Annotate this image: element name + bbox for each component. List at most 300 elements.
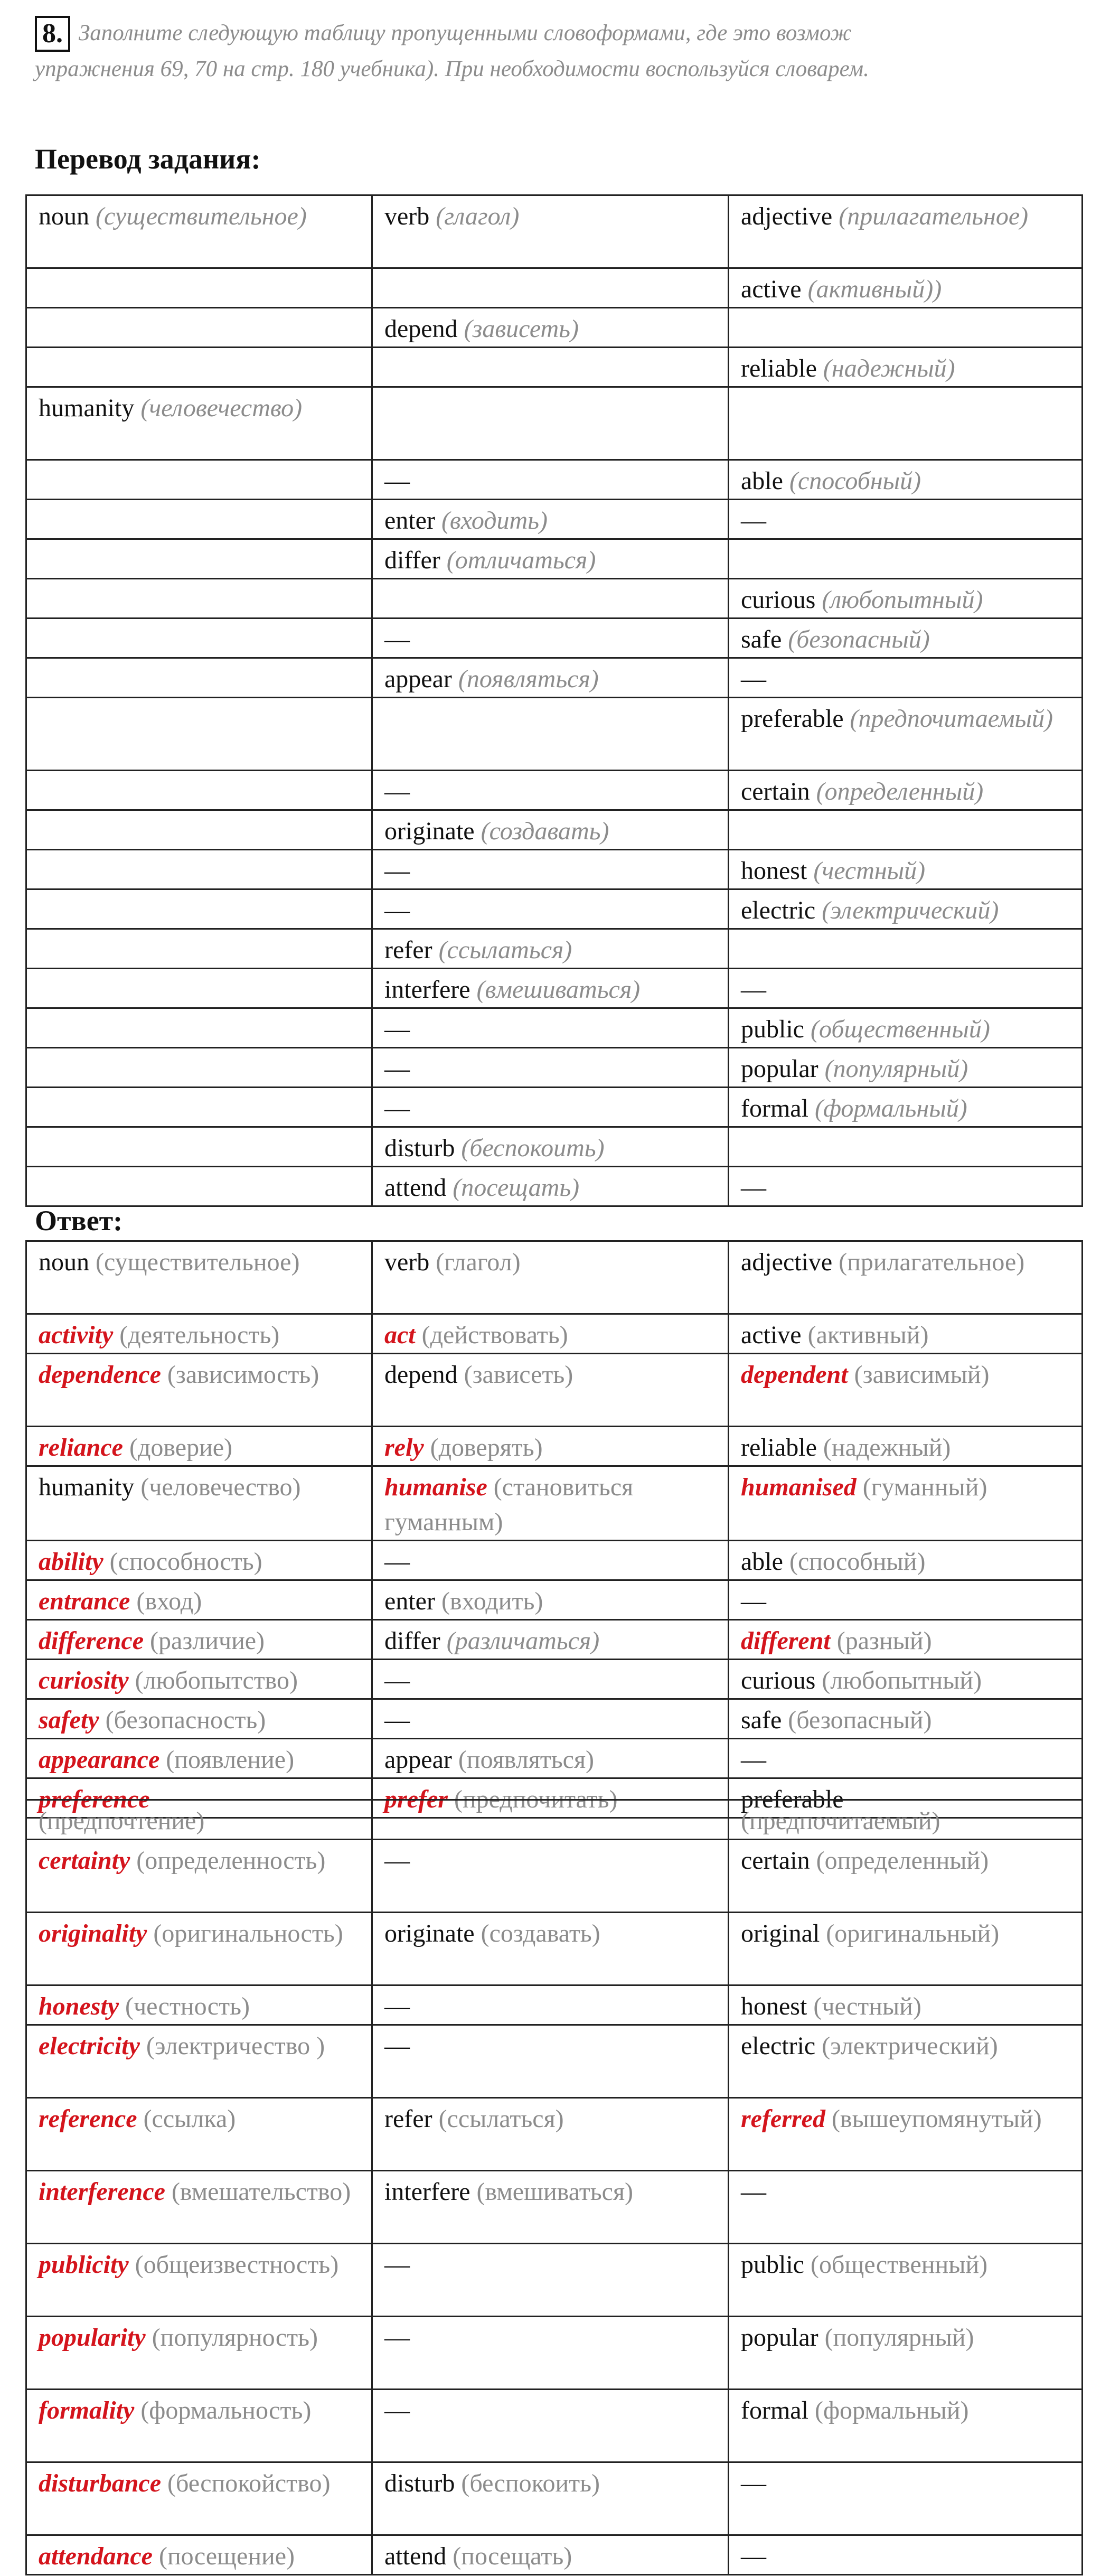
cell-word: reliable: [741, 1434, 817, 1462]
table-row: [26, 1620, 1083, 1660]
table-row: [26, 658, 1083, 698]
cell-translation: (ссылка): [143, 2105, 236, 2133]
cell-word: active: [741, 1321, 802, 1349]
table-row: [26, 850, 1083, 889]
table-row: [26, 268, 1083, 308]
table-cell: [26, 1541, 372, 1580]
table-cell: [729, 810, 1083, 850]
table-row: [26, 1913, 1083, 1985]
cell-word: —: [384, 1094, 410, 1122]
cell-translation: (любопытство): [135, 1666, 298, 1694]
table-cell: [26, 1699, 372, 1739]
table-cell: [729, 698, 1083, 771]
cell-word: prefer: [384, 1785, 448, 1813]
cell-word: originate: [384, 1919, 475, 1947]
table-cell: [26, 1314, 372, 1354]
table-row: [26, 619, 1083, 658]
cell-word: reference: [39, 2105, 137, 2133]
table-cell: [372, 771, 729, 810]
cell-word: formality: [39, 2396, 135, 2424]
table-cell: [26, 1466, 372, 1541]
table-cell: [372, 1800, 729, 1840]
cell-word: refer: [384, 2105, 432, 2133]
table-row: [26, 1088, 1083, 1127]
table-cell: [26, 579, 372, 619]
cell-word: electricity: [39, 2032, 140, 2060]
cell-translation: (активный)): [807, 275, 942, 303]
cell-word: able: [741, 467, 783, 495]
table-cell: [729, 619, 1083, 658]
table-row: [26, 2462, 1083, 2535]
cell-word: originality: [39, 1919, 147, 1947]
cell-word: adjective: [741, 1248, 833, 1276]
table-cell: [729, 2462, 1083, 2535]
table-cell: [26, 1739, 372, 1778]
cell-word: humanity: [39, 394, 135, 422]
cell-word: interfere: [384, 2178, 470, 2206]
table-cell: [372, 969, 729, 1008]
cell-word: curious: [741, 586, 816, 614]
table-cell: [26, 500, 372, 539]
table-cell: [372, 579, 729, 619]
cell-word: curious: [741, 1666, 816, 1694]
cell-word: humanise: [384, 1473, 487, 1501]
cell-word: attend: [384, 1174, 447, 1202]
table-cell: [26, 268, 372, 308]
table-cell: [26, 1620, 372, 1660]
table-cell: [729, 2535, 1083, 2575]
cell-translation: (посещать): [453, 2542, 572, 2570]
cell-translation: (предпочитать): [454, 1785, 618, 1813]
table-row: [26, 1167, 1083, 1206]
table-cell: [372, 2244, 729, 2317]
table-cell: [26, 308, 372, 348]
cell-translation: (честный): [813, 1992, 921, 2020]
cell-translation: (посещать): [453, 1174, 580, 1202]
table-cell: [26, 2317, 372, 2390]
cell-translation: (отличаться): [446, 546, 596, 574]
cell-translation: (существительное): [96, 202, 307, 230]
table-cell: [26, 2098, 372, 2171]
cell-translation: (общеизвестность): [135, 2251, 339, 2279]
cell-translation: (зависимый): [854, 1361, 990, 1389]
table-cell: [26, 2535, 372, 2575]
cell-word: —: [384, 857, 410, 885]
cell-word: disturb: [384, 2469, 455, 2497]
table-cell: [372, 387, 729, 460]
cell-translation: (беспокоить): [461, 2469, 600, 2497]
cell-translation: (посещение): [158, 2542, 295, 2570]
table-row: [26, 1241, 1083, 1314]
table-cell: [372, 1985, 729, 2025]
table-cell: [729, 579, 1083, 619]
table-cell: [372, 2171, 729, 2244]
table-row: [26, 969, 1083, 1008]
table-row: [26, 810, 1083, 850]
cell-word: safe: [741, 1706, 782, 1734]
cell-word: —: [741, 2469, 766, 2497]
cell-translation: (становиться гуманным): [384, 1473, 634, 1536]
cell-word: —: [741, 1587, 766, 1615]
cell-word: original: [741, 1919, 820, 1947]
table-row: [26, 698, 1083, 771]
table-cell: [26, 1800, 372, 1840]
table-cell: [372, 1739, 729, 1778]
cell-word: —: [384, 1847, 410, 1875]
cell-translation: (различие): [150, 1627, 265, 1655]
table-row: [26, 1660, 1083, 1699]
cell-word: appear: [384, 1746, 452, 1774]
table-cell: [26, 1660, 372, 1699]
table-cell: [729, 1699, 1083, 1739]
table-row: [26, 2244, 1083, 2317]
table-cell: [26, 1985, 372, 2025]
table-cell: [26, 1167, 372, 1206]
cell-translation: (беспокоить): [461, 1134, 605, 1162]
table-cell: [729, 1008, 1083, 1048]
table-cell: [26, 698, 372, 771]
table-cell: [26, 387, 372, 460]
cell-translation: (действовать): [421, 1321, 568, 1349]
table-cell: [372, 1088, 729, 1127]
cell-word: preference: [39, 1785, 150, 1813]
table-row: [26, 1699, 1083, 1739]
table-cell: [372, 1466, 729, 1541]
cell-word: disturb: [384, 1134, 455, 1162]
cell-word: public: [741, 2251, 804, 2279]
table-row: [26, 1580, 1083, 1620]
table-row: [26, 1466, 1083, 1541]
cell-translation: (определенный): [816, 1847, 989, 1875]
cell-translation: (беспокойство): [167, 2469, 331, 2497]
cell-translation: (ссылаться): [438, 2105, 564, 2133]
cell-word: noun: [39, 1248, 89, 1276]
cell-word: differ: [384, 546, 440, 574]
cell-translation: (зависимость): [167, 1361, 319, 1389]
cell-translation: (безопасность): [105, 1706, 266, 1734]
table-cell: [729, 658, 1083, 698]
table-cell: [729, 1241, 1083, 1314]
cell-translation: (предпочитаемый): [741, 1807, 940, 1835]
table-cell: [729, 1660, 1083, 1699]
cell-word: interfere: [384, 976, 470, 1004]
cell-translation: (электрический): [822, 2032, 998, 2060]
cell-word: interference: [39, 2178, 165, 2206]
task-instruction-line-2: упражнения 69, 70 на стр. 180 учебника). При необходимости воспользуйся словарем.: [35, 57, 869, 81]
cell-word: enter: [384, 1587, 435, 1615]
table-cell: [729, 1088, 1083, 1127]
cell-word: —: [741, 976, 766, 1004]
cell-translation: (популярный): [824, 1055, 968, 1083]
table-cell: [729, 889, 1083, 929]
translation-title: Перевод задания:: [35, 143, 261, 175]
table-cell: [729, 1127, 1083, 1167]
cell-word: popular: [741, 1055, 818, 1083]
table-cell: [26, 2462, 372, 2535]
table-row: [26, 771, 1083, 810]
table-row: [26, 348, 1083, 387]
table-cell: [729, 1580, 1083, 1620]
table-row: [26, 579, 1083, 619]
table-row: [26, 2390, 1083, 2462]
cell-translation: (вышеупомянутый): [831, 2105, 1042, 2133]
cell-word: —: [384, 1666, 410, 1694]
cell-translation: (популярность): [152, 2324, 318, 2352]
cell-word: safe: [741, 625, 782, 653]
table-row: [26, 500, 1083, 539]
cell-word: public: [741, 1015, 804, 1043]
cell-translation: (формальность): [140, 2396, 312, 2424]
cell-word: differ: [384, 1627, 440, 1655]
cell-word: honest: [741, 857, 807, 885]
cell-word: difference: [39, 1627, 144, 1655]
cell-word: verb: [384, 1248, 430, 1276]
cell-translation: (вмешиваться): [476, 2178, 634, 2206]
cell-translation: (вход): [136, 1587, 202, 1615]
cell-word: attend: [384, 2542, 447, 2570]
table-cell: [729, 1620, 1083, 1660]
cell-translation: (появление): [166, 1746, 295, 1774]
cell-word: reliance: [39, 1434, 123, 1462]
cell-word: refer: [384, 936, 432, 964]
table-cell: [372, 658, 729, 698]
table-cell: [372, 539, 729, 579]
table-cell: [729, 2025, 1083, 2098]
table-row: [26, 929, 1083, 969]
cell-word: —: [741, 1746, 766, 1774]
cell-word: electric: [741, 2032, 816, 2060]
table-cell: [26, 2390, 372, 2462]
table-row: [26, 2535, 1083, 2575]
cell-word: —: [384, 1992, 410, 2020]
table-cell: [372, 500, 729, 539]
table-cell: [26, 348, 372, 387]
answer-table-part-2: [25, 1799, 1083, 2575]
cell-translation: (существительное): [96, 1248, 300, 1276]
table-cell: [26, 850, 372, 889]
table-cell: [372, 2025, 729, 2098]
cell-word: adjective: [741, 202, 833, 230]
cell-word: verb: [384, 202, 430, 230]
table-cell: [729, 500, 1083, 539]
cell-translation: (надежный): [823, 1434, 951, 1462]
table-cell: [372, 1580, 729, 1620]
cell-word: —: [384, 896, 410, 924]
table-row: [26, 1314, 1083, 1354]
table-cell: [372, 929, 729, 969]
table-row: [26, 1985, 1083, 2025]
table-row: [26, 387, 1083, 460]
cell-word: —: [384, 625, 410, 653]
cell-word: —: [384, 2032, 410, 2060]
cell-word: depend: [384, 1361, 458, 1389]
table-row: [26, 539, 1083, 579]
cell-translation: (доверие): [129, 1434, 233, 1462]
cell-word: —: [384, 1706, 410, 1734]
cell-word: —: [741, 2178, 766, 2206]
table-cell: [372, 1008, 729, 1048]
table-cell: [26, 1241, 372, 1314]
cell-word: formal: [741, 1094, 808, 1122]
table-cell: [372, 1620, 729, 1660]
table-cell: [372, 2317, 729, 2390]
cell-word: popular: [741, 2324, 818, 2352]
cell-word: —: [384, 1548, 410, 1576]
table-cell: [372, 348, 729, 387]
table-row: [26, 2025, 1083, 2098]
table-cell: [26, 969, 372, 1008]
table-cell: [729, 308, 1083, 348]
cell-word: honesty: [39, 1992, 119, 2020]
table-cell: [372, 308, 729, 348]
cell-translation: (формальный): [814, 1094, 967, 1122]
cell-word: —: [741, 665, 766, 693]
cell-word: —: [384, 467, 410, 495]
cell-translation: (ссылаться): [438, 936, 572, 964]
cell-word: preferable: [741, 1785, 844, 1813]
cell-word: certainty: [39, 1847, 130, 1875]
cell-word: —: [384, 778, 410, 805]
cell-word: enter: [384, 507, 435, 535]
table-cell: [26, 2244, 372, 2317]
table-cell: [26, 1913, 372, 1985]
cell-word: entrance: [39, 1587, 130, 1615]
table-cell: [372, 1660, 729, 1699]
cell-word: curiosity: [39, 1666, 129, 1694]
table-cell: [372, 850, 729, 889]
cell-word: appear: [384, 665, 452, 693]
cell-word: referred: [741, 2105, 825, 2133]
cell-word: depend: [384, 315, 458, 343]
cell-translation: (безопасный): [788, 625, 930, 653]
cell-translation: (определенность): [136, 1847, 326, 1875]
table-cell: [372, 2462, 729, 2535]
table-cell: [26, 810, 372, 850]
cell-word: dependence: [39, 1361, 161, 1389]
table-cell: [729, 2171, 1083, 2244]
cell-translation: (доверять): [430, 1434, 543, 1462]
table-row: [26, 889, 1083, 929]
table-cell: [26, 889, 372, 929]
cell-translation: (гуманный): [862, 1473, 987, 1501]
table-cell: [26, 1580, 372, 1620]
cell-translation: (входить): [441, 507, 548, 535]
cell-translation: (общественный): [810, 2251, 988, 2279]
table-cell: [729, 460, 1083, 500]
cell-word: humanity: [39, 1473, 135, 1501]
table-cell: [26, 1840, 372, 1913]
table-cell: [372, 1840, 729, 1913]
cell-translation: (предпочтение): [39, 1807, 205, 1835]
table-cell: [729, 1913, 1083, 1985]
cell-translation: (предпочитаемый): [850, 705, 1053, 733]
table-cell: [729, 2098, 1083, 2171]
table-cell: [729, 1466, 1083, 1541]
table-cell: [729, 2244, 1083, 2317]
table-cell: [372, 2390, 729, 2462]
table-cell: [372, 889, 729, 929]
cell-word: disturbance: [39, 2469, 162, 2497]
table-cell: [729, 1541, 1083, 1580]
cell-word: appearance: [39, 1746, 160, 1774]
table-cell: [729, 387, 1083, 460]
cell-word: —: [384, 1015, 410, 1043]
cell-word: formal: [741, 2396, 808, 2424]
answer-table-part-1: [25, 1240, 1083, 1819]
cell-translation: (разный): [836, 1627, 932, 1655]
cell-translation: (входить): [441, 1587, 543, 1615]
table-cell: [26, 929, 372, 969]
table-cell: [26, 1088, 372, 1127]
table-row: [26, 2098, 1083, 2171]
table-cell: [729, 1840, 1083, 1913]
cell-translation: (оригинальность): [153, 1919, 343, 1947]
table-cell: [26, 619, 372, 658]
table-cell: [729, 268, 1083, 308]
table-cell: [729, 2390, 1083, 2462]
table-cell: [26, 2025, 372, 2098]
table-cell: [26, 1008, 372, 1048]
cell-word: —: [741, 507, 766, 535]
cell-word: noun: [39, 202, 89, 230]
cell-word: different: [741, 1627, 831, 1655]
table-cell: [372, 1048, 729, 1088]
cell-word: —: [384, 2396, 410, 2424]
cell-translation: (прилагательное): [839, 1248, 1025, 1276]
cell-translation: (вмешиваться): [476, 976, 641, 1004]
task-header: [35, 16, 1065, 87]
cell-word: rely: [384, 1434, 424, 1462]
cell-translation: (общественный): [810, 1015, 990, 1043]
cell-translation: (деятельность): [119, 1321, 280, 1349]
table-cell: [729, 2317, 1083, 2390]
cell-translation: (популярный): [824, 2324, 974, 2352]
cell-translation: (любопытный): [822, 1666, 982, 1694]
table-cell: [729, 1739, 1083, 1778]
table-cell: [729, 850, 1083, 889]
cell-word: publicity: [39, 2251, 129, 2279]
cell-word: reliable: [741, 354, 817, 382]
task-number: 8.: [35, 16, 70, 52]
table-cell: [729, 1167, 1083, 1206]
table-row: [26, 1427, 1083, 1466]
cell-translation: (появляться): [458, 1746, 595, 1774]
table-cell: [729, 929, 1083, 969]
table-cell: [26, 195, 372, 268]
cell-word: certain: [741, 778, 810, 805]
cell-translation: (глагол): [436, 202, 520, 230]
table-cell: [372, 1241, 729, 1314]
table-cell: [372, 1167, 729, 1206]
table-cell: [372, 1314, 729, 1354]
table-cell: [729, 1985, 1083, 2025]
table-row: [26, 1008, 1083, 1048]
cell-translation: (способный): [789, 467, 921, 495]
cell-translation: (глагол): [436, 1248, 521, 1276]
table-row: [26, 460, 1083, 500]
cell-translation: (надежный): [823, 354, 955, 382]
cell-translation: (способность): [109, 1548, 262, 1576]
cell-translation: (электрический): [822, 896, 999, 924]
table-cell: [729, 348, 1083, 387]
table-row: [26, 1800, 1083, 1840]
table-cell: [372, 1354, 729, 1427]
table-cell: [372, 460, 729, 500]
cell-word: dependent: [741, 1361, 848, 1389]
cell-translation: (человечество): [140, 1473, 301, 1501]
table-cell: [372, 1913, 729, 1985]
cell-translation: (различаться): [446, 1627, 600, 1655]
